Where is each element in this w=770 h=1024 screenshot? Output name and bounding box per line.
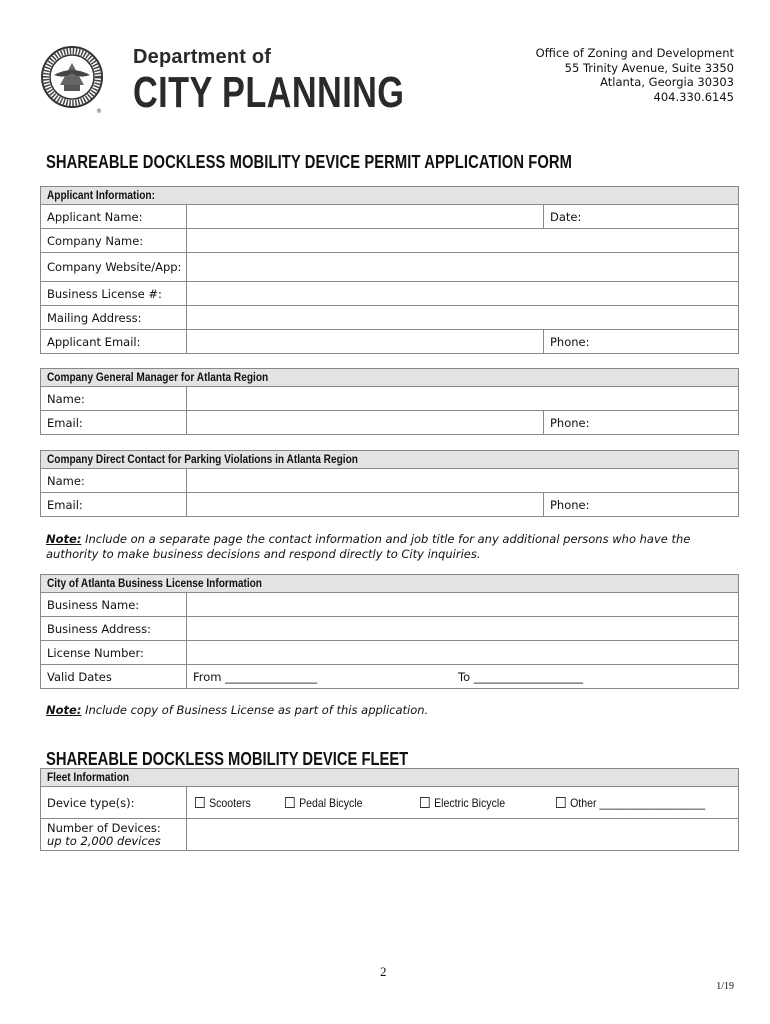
fleet-table [40, 768, 739, 851]
mailing-address-field[interactable] [187, 306, 739, 330]
office-line: Atlanta, Georgia 30303 [600, 75, 734, 89]
number-of-devices-field[interactable] [187, 819, 739, 851]
valid-from[interactable]: From ________________ [193, 669, 318, 684]
mailing-address-label: Mailing Address: [41, 306, 187, 330]
option-pedal-bicycle[interactable]: Pedal Bicycle [285, 787, 362, 819]
license-number-field[interactable] [187, 641, 739, 665]
business-name-label: Business Name: [41, 593, 187, 617]
business-address-field[interactable] [187, 617, 739, 641]
number-of-devices-label: Number of Devices: up to 2,000 devices [41, 819, 187, 851]
city-seal-logo [40, 45, 104, 117]
parking-email-label: Email: [41, 493, 187, 517]
office-phone: 404.330.6145 [653, 89, 734, 104]
business-address-label: Business Address: [41, 617, 187, 641]
company-name-label: Company Name: [41, 229, 187, 253]
device-types-label: Device type(s): [41, 787, 187, 819]
license-number-label: License Number: [41, 641, 187, 665]
phone-field[interactable]: Phone: [544, 330, 739, 354]
office-line: Office of Zoning and Development [535, 46, 734, 60]
fleet-title: SHAREABLE DOCKLESS MOBILITY DEVICE FLEET [46, 749, 409, 769]
section-header: Company General Manager for Atlanta Region [41, 369, 739, 387]
business-name-field[interactable] [187, 593, 739, 617]
manager-email-field[interactable] [187, 411, 544, 435]
company-website-label: Company Website/App: [41, 253, 187, 282]
applicant-name-field[interactable] [187, 205, 544, 229]
checkbox[interactable] [556, 797, 566, 808]
valid-dates-field[interactable] [187, 665, 739, 689]
valid-to[interactable]: To ___________________ [458, 670, 584, 684]
valid-dates-label: Valid Dates [41, 665, 187, 689]
device-types-field [187, 787, 739, 819]
department-of-text: Department of [133, 46, 272, 68]
parking-phone-field[interactable]: Phone: [544, 493, 739, 517]
company-website-field[interactable] [187, 253, 739, 282]
page-number: 2 [380, 964, 387, 979]
svg-text:®: ® [96, 108, 102, 115]
revision-date: 1/19 [716, 981, 734, 992]
date-field[interactable]: Date: [544, 205, 739, 229]
checkbox[interactable] [420, 797, 430, 808]
applicant-table [40, 186, 739, 354]
option-other[interactable]: Other __________________ [556, 787, 705, 819]
note-additional-contacts: Note: Include on a separate page the contact information and job title for any additional persons who have the authority to make business decisions and respond directly to City inquiries. [46, 532, 691, 561]
manager-name-field[interactable] [187, 387, 739, 411]
office-address [536, 46, 734, 104]
section-header: Company Direct Contact for Parking Violations in Atlanta Region [41, 451, 739, 469]
form-title: SHAREABLE DOCKLESS MOBILITY DEVICE PERMIT APPLICATION FORM [46, 152, 573, 172]
parking-email-field[interactable] [187, 493, 544, 517]
manager-table [40, 368, 739, 435]
business-license-field[interactable] [187, 282, 739, 306]
city-planning-text: CITY PLANNING [133, 68, 405, 117]
checkbox[interactable] [285, 797, 295, 808]
option-electric-bicycle[interactable]: Electric Bicycle [420, 787, 505, 819]
checkbox[interactable] [195, 797, 205, 808]
section-header: City of Atlanta Business License Information [41, 575, 739, 593]
applicant-email-label: Applicant Email: [41, 330, 187, 354]
manager-email-label: Email: [41, 411, 187, 435]
business-license-table [40, 574, 739, 689]
section-header: Applicant Information: [41, 187, 739, 205]
note-license-copy: Note: Include copy of Business License as part of this application. [46, 703, 429, 717]
parking-contact-table [40, 450, 739, 517]
parking-name-field[interactable] [187, 469, 739, 493]
parking-name-label: Name: [41, 469, 187, 493]
option-scooters[interactable]: Scooters [195, 787, 251, 819]
business-license-label: Business License #: [41, 282, 187, 306]
applicant-name-label: Applicant Name: [41, 205, 187, 229]
section-header: Fleet Information [41, 769, 739, 787]
manager-phone-field[interactable]: Phone: [544, 411, 739, 435]
company-name-field[interactable] [187, 229, 739, 253]
manager-name-label: Name: [41, 387, 187, 411]
applicant-email-field[interactable] [187, 330, 544, 354]
office-line: 55 Trinity Avenue, Suite 3350 [564, 60, 734, 75]
